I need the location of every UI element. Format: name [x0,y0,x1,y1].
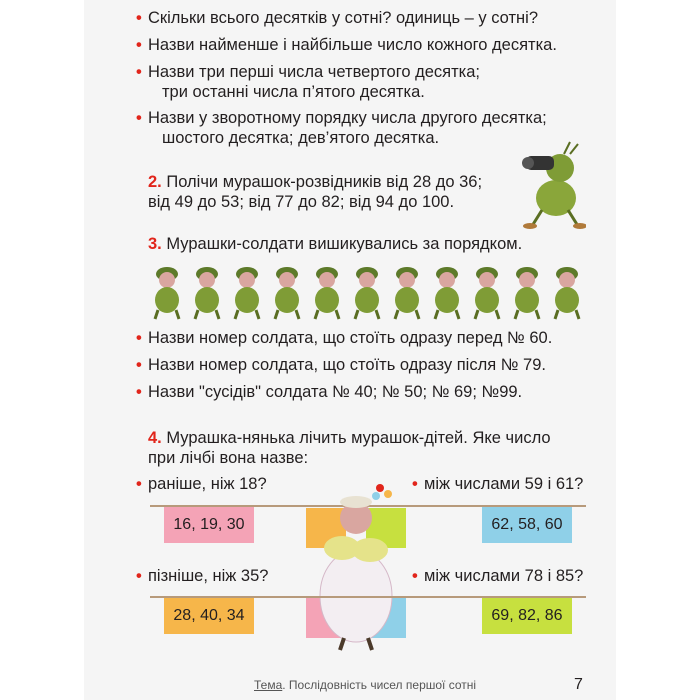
bullet: • [136,9,142,27]
bullet: • [136,329,142,347]
bullet: • [136,109,142,127]
task2-text: 2. Полічи мурашок-розвідників від 28 до 36; від 49 до 53; від 77 до 82; від 94 до 100. [148,173,483,211]
bullet: • [136,383,142,401]
soldier-ant [430,262,464,320]
task4-left-top-question: • раніше, ніж 18? [136,475,267,493]
soldier-ant [150,262,184,320]
task4-left-bottom-question: • пізніше, ніж 35? [136,567,269,585]
task1-item-4: • Назви у зворотному порядку числа другого десятка; шостого десятка; дев’ятого десятка. [136,109,547,147]
bullet: • [136,356,142,374]
task4-heading: 4. Мурашка-нянька лічить мурашок-дітей. Яке число при лічбі вона назве: [148,429,551,467]
bullet: • [412,567,418,585]
bullet: • [136,475,142,493]
task3-item-3: • Назви "сусідів" солдата № 40; № 50; № 69; №99. [136,383,523,401]
task3-item-1: • Назви номер солдата, що стоїть одразу перед № 60. [136,329,553,347]
nanny-ant-illustration [300,478,412,654]
soldier-ant [550,262,584,320]
bullet: • [412,475,418,493]
task1-item-3: • Назви три перші числа четвертого десятка; три останні числа п’ятого десятка. [136,63,481,101]
soldier-ant [190,262,224,320]
task4-right-top-question: • між числами 59 і 61? [412,475,584,493]
soldier-ants-row [146,262,586,322]
soldier-ant [390,262,424,320]
task3-heading: 3. Мурашки-солдати вишикувались за порядком. [148,235,523,253]
page-footer-theme: Тема. Послідовність чисел першої сотні [254,678,477,692]
scout-ant-illustration [520,140,586,230]
soldier-ant [270,262,304,320]
soldier-ant [230,262,264,320]
answer-card-between-59-61: 62, 58, 60 [482,507,572,543]
task1-item-1: • Скільки всього десятків у сотні? одиниць – у сотні? [136,9,538,27]
bullet: • [136,567,142,585]
bullet: • [136,63,142,81]
answer-card-after-35: 28, 40, 34 [164,598,254,634]
task3-item-2: • Назви номер солдата, що стоїть одразу після № 79. [136,356,546,374]
bullet: • [136,36,142,54]
soldier-ant [350,262,384,320]
soldier-ant [510,262,544,320]
answer-card-between-78-85: 69, 82, 86 [482,598,572,634]
page-number: 7 [574,676,583,693]
soldier-ant [470,262,504,320]
answer-card-before-18: 16, 19, 30 [164,507,254,543]
task4-right-bottom-question: • між числами 78 і 85? [412,567,584,585]
soldier-ant [310,262,344,320]
task1-item-2: • Назви найменше і найбільше число кожного десятка. [136,36,557,54]
